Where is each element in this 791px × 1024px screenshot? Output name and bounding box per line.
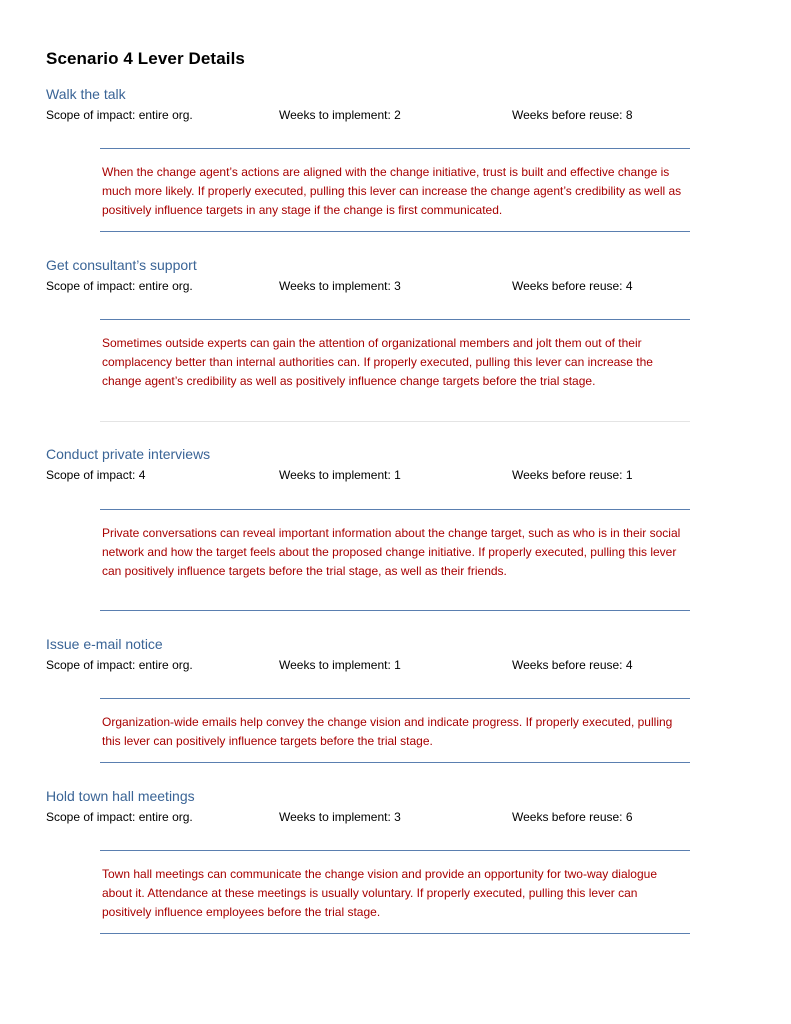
scope-of-impact: Scope of impact: entire org. bbox=[46, 810, 193, 824]
scope-of-impact: Scope of impact: entire org. bbox=[46, 108, 193, 122]
lever-description: Sometimes outside experts can gain the attention of organizational members and jolt them out of their complacency better than internal authorities can. If properly executed, pulling this lever can increase the change agent’s credibility as well as positively influence change targets before the trial stage. bbox=[102, 336, 653, 388]
lever-heading: Walk the talk bbox=[46, 86, 126, 102]
lever-heading: Hold town hall meetings bbox=[46, 788, 195, 804]
weeks-to-implement: Weeks to implement: 1 bbox=[279, 658, 401, 672]
lever-description-box bbox=[100, 148, 690, 232]
lever-description: Private conversations can reveal important information about the change target, such as who is in their social network and how the target feels about the proposed change initiative. If properly executed, pulling this lever can positively influence targets before the trial stage, as well as their friends. bbox=[102, 526, 681, 578]
lever-description-box bbox=[100, 850, 690, 934]
lever-description-box bbox=[100, 319, 690, 422]
lever-heading: Issue e-mail notice bbox=[46, 636, 163, 652]
weeks-to-implement: Weeks to implement: 3 bbox=[279, 810, 401, 824]
weeks-before-reuse: Weeks before reuse: 1 bbox=[512, 468, 633, 482]
weeks-to-implement: Weeks to implement: 1 bbox=[279, 468, 401, 482]
lever-description: Town hall meetings can communicate the change vision and provide an opportunity for two-way dialogue about it. Attendance at these meetings is usually voluntary. If properly executed, pulling this lever can positively influence employees before the trial stage. bbox=[102, 867, 657, 919]
weeks-before-reuse: Weeks before reuse: 8 bbox=[512, 108, 633, 122]
lever-description: When the change agent’s actions are aligned with the change initiative, trust is built and effective change is much more likely. If properly executed, pulling this lever can increase the change agent’s credibility as well as positively influence targets in any stage if the change is first communicated. bbox=[102, 165, 682, 217]
lever-heading: Get consultant’s support bbox=[46, 257, 197, 273]
lever-description-box bbox=[100, 509, 690, 611]
scope-of-impact: Scope of impact: 4 bbox=[46, 468, 146, 482]
weeks-before-reuse: Weeks before reuse: 4 bbox=[512, 279, 633, 293]
lever-description-box bbox=[100, 698, 690, 763]
weeks-before-reuse: Weeks before reuse: 6 bbox=[512, 810, 633, 824]
scope-of-impact: Scope of impact: entire org. bbox=[46, 658, 193, 672]
scope-of-impact: Scope of impact: entire org. bbox=[46, 279, 193, 293]
weeks-to-implement: Weeks to implement: 3 bbox=[279, 279, 401, 293]
weeks-before-reuse: Weeks before reuse: 4 bbox=[512, 658, 633, 672]
weeks-to-implement: Weeks to implement: 2 bbox=[279, 108, 401, 122]
lever-heading: Conduct private interviews bbox=[46, 446, 211, 462]
lever-description: Organization-wide emails help convey the change vision and indicate progress. If properly executed, pulling this lever can positively influence targets before the trial stage. bbox=[102, 715, 673, 748]
page-title: Scenario 4 Lever Details bbox=[46, 49, 245, 68]
